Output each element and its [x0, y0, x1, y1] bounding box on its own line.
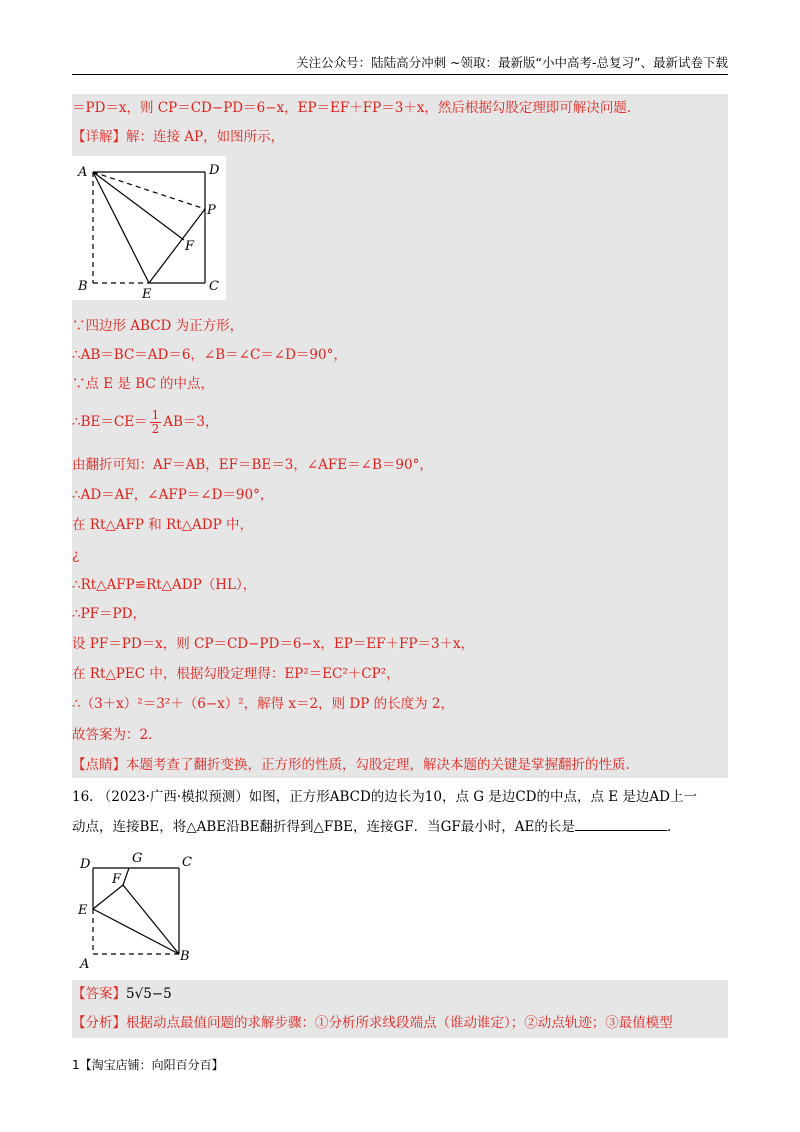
solution-line-square: ∵四边形 ABCD 为正方形，: [72, 318, 244, 334]
fig2-label-c: C: [182, 855, 192, 870]
solution-line-1: ＝PD＝x，则 CP＝CD−PD＝6−x，EP＝EF＋FP＝3＋x，然后根据勾股定理即可解决问题.: [72, 100, 632, 116]
answer-line: [72, 984, 172, 1004]
figure-square-abcd: [72, 156, 226, 300]
question-line-2: [72, 812, 728, 842]
fig1-label-b: B: [78, 279, 88, 294]
be-ce-tail: AB＝3，: [163, 414, 219, 430]
solution-line-symbol: ¿: [72, 547, 80, 563]
answer-label: 【答案】: [72, 986, 126, 1002]
solution-line-let-x: 设 PF＝PD＝x，则 CP＝CD−PD＝6−x，EP＝EF＋FP＝3＋x，: [72, 636, 475, 652]
solution-line-midpoint: ∵点 E 是 BC 的中点，: [72, 376, 215, 392]
fig2-label-d: D: [80, 857, 91, 872]
solution-line-congruent: ∴Rt△AFP≌Rt△ADP（HL），: [72, 577, 257, 593]
page-footer: [72, 1056, 224, 1073]
footer-text: 1【淘宝店铺：向阳百分百】: [72, 1058, 224, 1072]
fig2-label-f: F: [112, 872, 122, 887]
solution-line-ad-af: ∴AD＝AF，∠AFP＝∠D＝90°，: [72, 487, 274, 503]
fig1-label-f: F: [185, 239, 195, 254]
fig2-label-g: G: [132, 851, 143, 866]
solution-line-comment: 【点睛】本题考查了翻折变换，正方形的性质，勾股定理，解决本题的关键是掌握翻折的性质.: [72, 757, 630, 773]
figure-1-svg: [72, 156, 226, 300]
fig2-label-a: A: [80, 957, 90, 972]
be-ce-text: ∴BE＝CE＝: [72, 414, 148, 430]
analysis-line: 【分析】根据动点最值问题的求解步骤：①分析所求线段端点（谁动谁定）；②动点轨迹；③最值模型: [72, 1015, 673, 1031]
answer-value: 5√5−5: [126, 986, 172, 1002]
figure-2-svg: [72, 848, 202, 974]
answer-blank: [575, 816, 667, 831]
fig2-label-b: B: [180, 949, 190, 964]
fig1-label-a: A: [78, 165, 88, 180]
fig1-label-p: P: [207, 203, 216, 218]
solution-detail-heading: 【详解】解：连接 AP，如图所示，: [72, 129, 285, 145]
figure-square-abcd-2: [72, 848, 202, 974]
page-header: [72, 54, 728, 75]
question-16: [72, 782, 728, 842]
fig1-label-d: D: [209, 163, 220, 178]
fig1-label-c: C: [209, 279, 219, 294]
solution-line-pf-pd: ∴PF＝PD，: [72, 606, 146, 622]
question-line-2-end: .: [666, 819, 672, 835]
question-line-1: 16. （2023·广西·模拟预测）如图，正方形ABCD的边长为10，点 G 是边CD的中点，点 E 是边AD上一: [72, 789, 697, 805]
question-line-2-text: 动点，连接BE，将△ABE沿BE翻折得到△FBE，连接GF．当GF最小时，AE的长是: [72, 819, 575, 835]
fraction-numerator: 1: [151, 408, 160, 422]
solution-line-triangles: 在 Rt△AFP 和 Rt△ADP 中，: [72, 517, 253, 533]
solution-line-answer: 故答案为：2.: [72, 727, 153, 743]
solution-line-fold: 由翻折可知：AF＝AB，EF＝BE＝3，∠AFE＝∠B＝90°，: [72, 457, 433, 473]
solution-line-solve: ∴（3＋x）²＝3²＋（6−x）²，解得 x＝2，则 DP 的长度为 2，: [72, 696, 454, 712]
fig1-label-e: E: [142, 287, 152, 300]
solution-line-sides: ∴AB＝BC＝AD＝6，∠B＝∠C＝∠D＝90°，: [72, 347, 347, 363]
header-text: 关注公众号：陆陆高分冲刺 ~领取：最新版“小中高考-总复习”、最新试卷下载: [296, 55, 728, 70]
fraction-denominator: 2: [151, 422, 160, 436]
solution-line-be-ce: [72, 405, 218, 439]
fraction-one-half: [150, 409, 162, 436]
fig2-label-e: E: [78, 903, 88, 918]
solution-line-pythagoras: 在 Rt△PEC 中，根据勾股定理得：EP²＝EC²＋CP²，: [72, 666, 400, 682]
